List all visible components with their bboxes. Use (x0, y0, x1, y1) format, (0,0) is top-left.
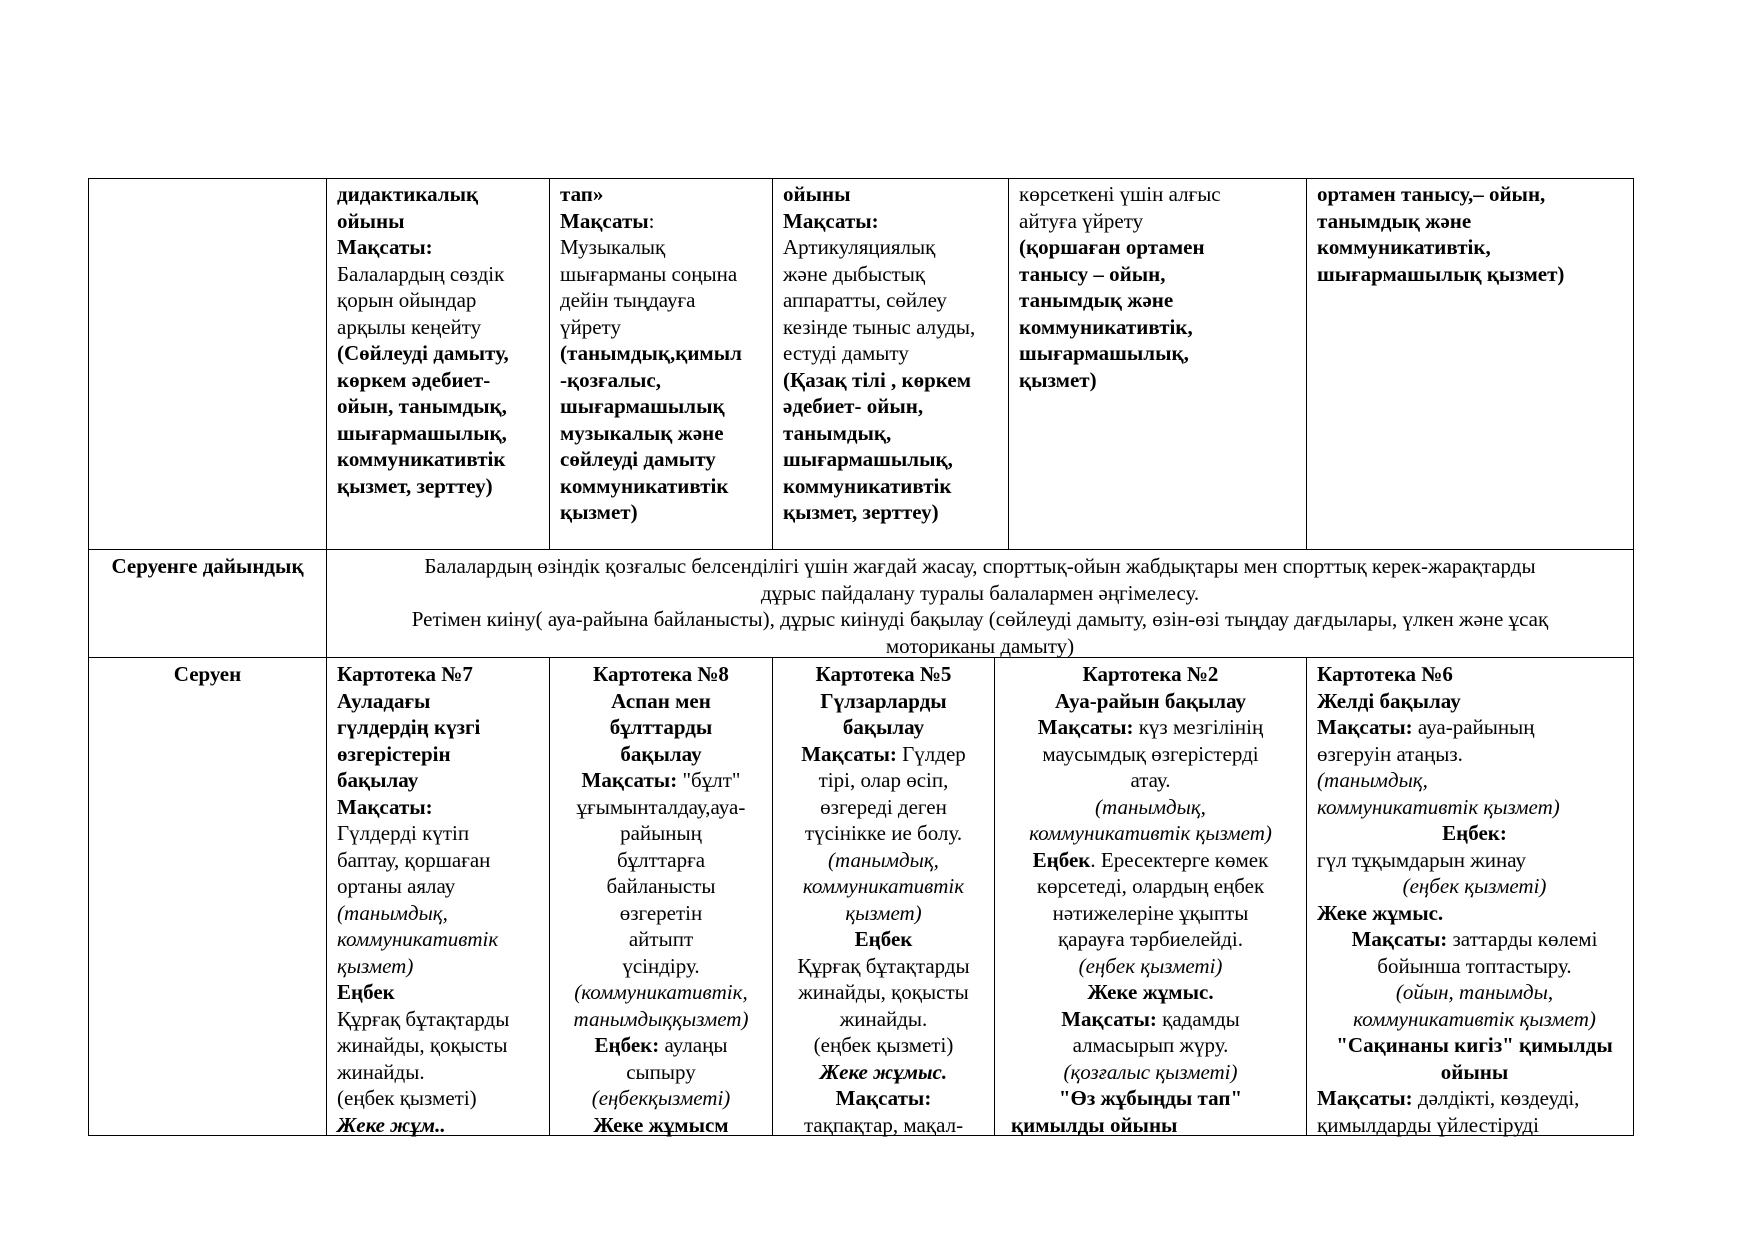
text-line: (қозғалыс қызметі) (1063, 1059, 1238, 1084)
text-line: коммуникативтік (783, 473, 952, 498)
text-line: шығарманы соңына (560, 261, 738, 286)
goal-text: "бұлт" (677, 768, 741, 792)
text-line: өзгереді деген (820, 794, 947, 819)
text-line: Мақсаты: (835, 1086, 932, 1110)
text-line: Желді бақылау (1317, 688, 1461, 713)
text-line: аппаратты, сөйлеу (783, 288, 947, 312)
goal-colon: : (648, 208, 655, 233)
text-line: Құрғақ бұтақтарды (337, 1006, 510, 1031)
text-line: Балалардың өзіндік қозғалыс белсенділігі үшін жағдай жасау, спорттық-ойын жабдықтары мен спорттық керек-жарақтарды (424, 554, 1536, 578)
text-line: алмасырып жүру. (1072, 1033, 1229, 1057)
text-line: коммуникативтік қызмет) (1353, 1006, 1596, 1031)
row1-col6-cell (1317, 181, 1632, 287)
text-line: ойын, танымдық, (337, 394, 507, 418)
text-line: Картотека №8 (593, 662, 729, 686)
text-line: бұлттарды (609, 715, 713, 739)
text-line: Мақсаты: (337, 235, 433, 259)
text-line: ойыны (337, 208, 405, 233)
text-line: өзгеруін атаңыз. (1317, 741, 1463, 766)
row2-label: Серуенге дайындық (111, 554, 304, 578)
text-line: Мақсаты: (783, 208, 879, 233)
text-line: ойыны (1440, 1059, 1509, 1084)
text-line: Гүлдерді күтіп (337, 821, 470, 845)
text-line: Мақсаты: (337, 794, 433, 819)
text-line: нәтижелеріне ұқыпты (1052, 900, 1249, 925)
text-line: Аспан мен (611, 688, 711, 713)
text-line: Еңбек (854, 927, 913, 951)
text-line: Жеке жұмыс. (1087, 980, 1214, 1004)
text-line: әдебиет- ойын, (783, 394, 924, 418)
text-line: гүлдердің күзгі (337, 715, 481, 739)
text-line: гүл тұқымдарын жинау (1317, 847, 1526, 872)
text-line: қимылды ойыны (1011, 1112, 1178, 1137)
text-line: естуді дамыту (783, 341, 909, 365)
text-line: жинайды. (839, 1006, 928, 1031)
text-line: Балалардың сөздік (337, 261, 505, 286)
text-line: дұрыс пайдалану туралы балалармен әңгімелесу. (760, 580, 1200, 605)
text-line: қызмет, зерттеу) (337, 473, 493, 498)
text-line: бақылау (842, 715, 925, 739)
text-line (996, 1006, 1305, 1033)
goal-text: қадамды (1156, 1006, 1240, 1031)
text-line: маусымдық өзгерістерді (1042, 741, 1259, 766)
text-line: Картотека №7 (337, 662, 473, 686)
text-line: және дыбыстық (783, 261, 926, 286)
text-line: көрсеткені үшін алғыс (1019, 182, 1221, 206)
text-line: Картотека №2 (1082, 662, 1219, 686)
text-line: шығармашылық (560, 394, 725, 418)
text-line (1317, 926, 1632, 953)
text-line (996, 714, 1305, 741)
text-line: қызмет) (560, 500, 638, 524)
text-line: Еңбек (337, 980, 395, 1004)
text-line: көркем әдебиет- (337, 367, 491, 392)
text-line: Ретімен киіну( ауа-райына байланысты), дұрыс киінуді бақылау (сөйлеуді дамыту, өзін-өзі тыңдау дағдылары, үлкен және ұсақ (411, 607, 1549, 631)
text-line: (еңбек қызметі) (337, 1086, 477, 1110)
text-line: айтуға үйрету (1019, 208, 1144, 233)
text-line: бақылау (337, 768, 419, 792)
row1-col5-cell (1019, 181, 1304, 393)
text-line: моториканы дамыту) (885, 633, 1075, 658)
text-line: ортамен танысу,– ойын, (1317, 182, 1546, 206)
text-line: (еңбек қызметі) (1402, 874, 1547, 898)
labor-text: . Ересектерге көмек (1090, 847, 1269, 872)
text-line: дейін тыңдауға (560, 288, 696, 312)
text-line: Музыкалық (560, 235, 666, 259)
text-line: шығармашылық, (337, 420, 507, 445)
text-line: кезінде тыныс алуды, (783, 314, 976, 339)
text-line: Жеке жұмыс. (819, 1059, 948, 1084)
goal-label: Мақсаты: (1061, 1006, 1157, 1031)
row3-col4-cell (774, 661, 993, 1138)
goal-label: Мақсаты: (1351, 927, 1448, 951)
goal-text: дәлдікті, көздеуді, (1412, 1086, 1580, 1110)
text-line: танысу – ойын, (1019, 261, 1166, 286)
goal-text: ауа-райының (1412, 715, 1535, 739)
text-line: Құрғақ бұтақтарды (797, 953, 970, 978)
goal-text: заттарды көлемі (1447, 927, 1598, 951)
text-line: коммуникативтік қызмет) (1029, 821, 1272, 845)
text-line: Артикуляциялық (783, 235, 936, 259)
text-line: баптау, қоршаған (337, 847, 491, 872)
text-line: музыкалық және (560, 420, 724, 445)
text-line: қызмет) (1019, 367, 1097, 392)
text-line: "Сақинаны кигіз" қимылды (1336, 1033, 1613, 1057)
text-line: қорын ойындар (337, 288, 477, 312)
text-line: коммуникативтік, (1317, 235, 1491, 259)
text-line: коммуникативтік (337, 927, 499, 951)
text-line: райының (620, 821, 702, 845)
text-line: үйрету (560, 314, 621, 339)
text-line: қызмет) (845, 900, 922, 925)
text-line: ортаны аялау (337, 874, 456, 898)
text-line: бұлттарға (616, 847, 706, 872)
text-line: сыпыру (626, 1059, 696, 1084)
text-line (996, 847, 1305, 874)
row2-content (327, 553, 1633, 659)
text-line: байланысты (606, 874, 716, 898)
labor-text: аулаңы (659, 1033, 728, 1057)
row3-col5-cell (996, 661, 1305, 1138)
text-line: (еңбек қызметі) (1078, 953, 1223, 978)
text-line: айтыпт (628, 927, 694, 951)
text-line: ұғымынталдау,ауа- (576, 794, 746, 819)
text-line: "Өз жұбыңды тап" (1058, 1086, 1243, 1110)
text-line: қарауға тәрбиелейді. (1057, 927, 1243, 951)
text-line: танымдық және (1019, 288, 1174, 312)
text-line: бойынша топтастыру. (1377, 953, 1572, 978)
text-line: танымдыққызмет) (573, 1006, 749, 1031)
text-line: Ауладағы (337, 688, 431, 713)
text-line: шығармашылық қызмет) (1317, 261, 1565, 286)
text-line: коммуникативтік қызмет) (1317, 794, 1560, 819)
text-line: (танымдық, (1095, 794, 1206, 819)
text-line (560, 208, 770, 235)
text-line: (қоршаған ортамен (1019, 235, 1205, 259)
text-line: тап» (560, 182, 604, 206)
text-line (1317, 1085, 1632, 1112)
text-line: шығармашылық, (1019, 341, 1189, 365)
text-line (774, 741, 993, 768)
goal-label: Мақсаты: (801, 741, 897, 766)
text-line: (танымдық, (1317, 768, 1428, 792)
text-line (551, 1032, 771, 1059)
text-line: тақпақтар, мақал- (803, 1112, 964, 1137)
text-line: түсінікке ие болу. (804, 821, 963, 845)
text-line: Картотека №5 (815, 662, 952, 686)
text-line: (танымдық,қимыл (560, 341, 742, 365)
text-line: өзгерістерін (337, 741, 451, 766)
row3-label: Серуен (173, 662, 242, 686)
goal-text: күз мезгілінің (1133, 715, 1264, 739)
text-line: сөйлеуді дамыту (560, 447, 716, 471)
goal-label: Мақсаты: (581, 768, 678, 792)
text-line: (Сөйлеуді дамыту, (337, 341, 509, 365)
text-line: Жеке жұм.. (337, 1112, 446, 1137)
text-line: (Қазақ тілі , көркем (783, 367, 972, 392)
text-line: танымдық және (1317, 208, 1472, 233)
text-line: қимылдарды үйлестіруді (1317, 1112, 1539, 1137)
text-line: шығармашылық, (783, 447, 953, 471)
row3-col3-cell (551, 661, 771, 1138)
text-line: Картотека №6 (1317, 662, 1453, 686)
labor-label: Еңбек (1032, 847, 1091, 872)
text-line: -қозғалыс, (560, 367, 662, 392)
text-line: (ойын, танымды, (1395, 980, 1554, 1004)
text-line: өзгеретін (619, 900, 703, 925)
text-line: (еңбекқызметі) (591, 1086, 731, 1110)
row3-col2-cell (337, 661, 547, 1138)
text-line: (танымдық, (337, 900, 448, 925)
text-line: атау. (1130, 768, 1171, 792)
text-line: (танымдық, (828, 847, 939, 872)
text-line: коммуникативтік (337, 447, 506, 471)
goal-label: Мақсаты: (1317, 1086, 1413, 1110)
text-line: арқылы кеңейту (337, 314, 482, 339)
text-line: танымдық, (783, 420, 892, 445)
row1-col2-cell (337, 181, 547, 499)
goal-label: Мақсаты: (1317, 715, 1413, 739)
row1-col3-cell (560, 181, 770, 526)
text-line: (еңбек қызметі) (813, 1033, 954, 1057)
text-line: жинайды. (337, 1059, 425, 1084)
text-line: жинайды, қоқысты (798, 980, 969, 1004)
text-line: көрсетеді, олардың еңбек (1036, 874, 1265, 898)
text-line: (коммуникативтік, (574, 980, 748, 1004)
text-line (551, 767, 771, 794)
text-line: ойыны (783, 182, 851, 206)
text-line: Еңбек: (1442, 821, 1507, 845)
text-line (1317, 714, 1632, 741)
text-line: коммуникативтік, (1019, 314, 1193, 339)
text-line: Гүлзарларды (820, 688, 947, 713)
text-line: қызмет) (337, 953, 414, 978)
goal-label: Мақсаты: (1037, 715, 1134, 739)
row1-col4-cell (783, 181, 1007, 526)
row3-col6-cell (1317, 661, 1632, 1138)
text-line: коммуникативтік (560, 473, 729, 498)
text-line: Жеке жұмысм (593, 1112, 729, 1137)
labor-label: Еңбек: (594, 1033, 660, 1057)
text-line: бақылау (620, 741, 702, 766)
text-line: қызмет, зерттеу) (783, 500, 939, 524)
text-line: жинайды, қоқысты (337, 1033, 508, 1057)
text-line: Жеке жұмыс. (1317, 900, 1444, 925)
text-line: дидактикалық (337, 182, 479, 206)
text-line: тірі, олар өсіп, (818, 768, 949, 792)
text-line: үсіндіру. (622, 953, 700, 978)
text-line: Ауа-райын бақылау (1054, 688, 1247, 713)
goal-text: Гүлдер (896, 741, 966, 766)
goal-label: Мақсаты (560, 208, 649, 233)
text-line: коммуникативтік (802, 874, 965, 898)
